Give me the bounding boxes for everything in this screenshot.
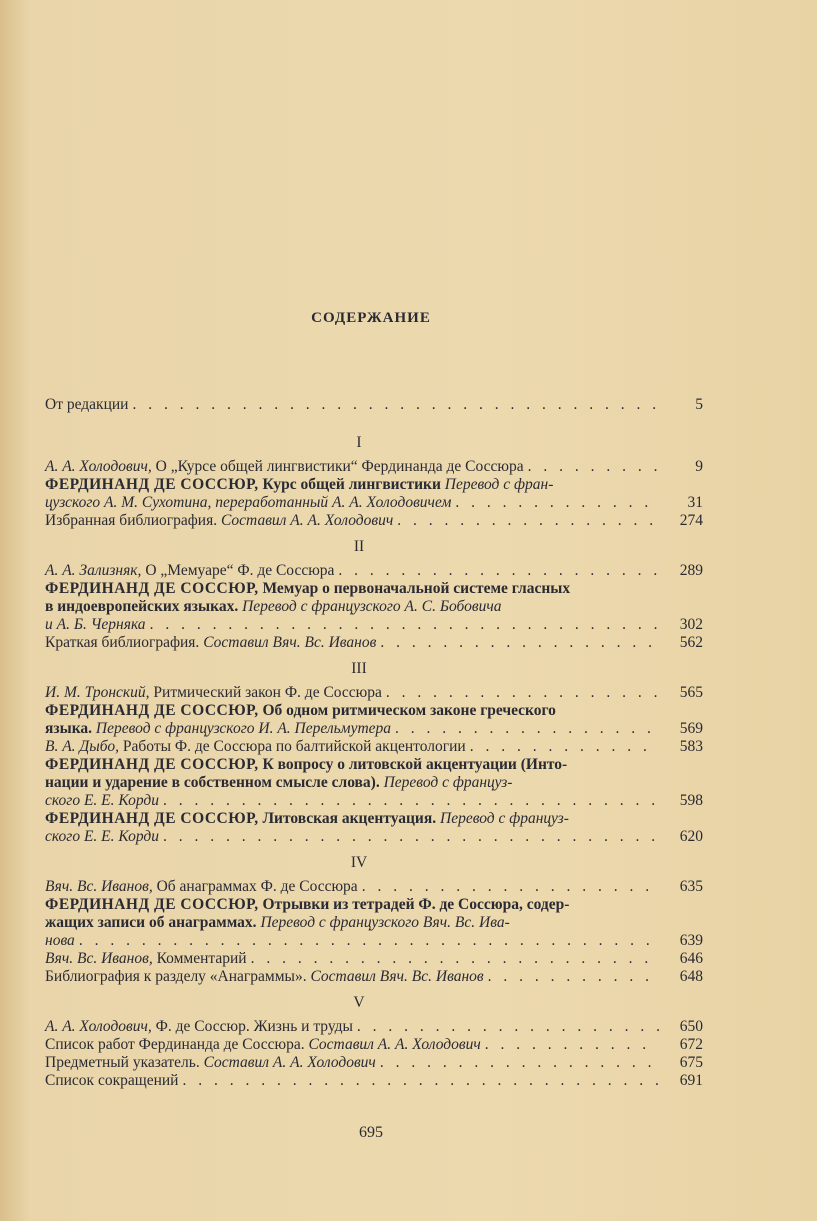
page-ref: 302: [679, 616, 703, 633]
dot-leader: [386, 684, 659, 702]
entry-title: языка.: [45, 720, 93, 737]
page-ref: 274: [679, 512, 703, 529]
toc-entry[interactable]: [45, 562, 703, 580]
entry-title: Отрывки из тетрадей Ф. де Соссюра, содер-: [258, 896, 570, 913]
entry-title: Об анаграммах Ф. де Соссюра: [152, 878, 358, 895]
toc-entry[interactable]: [45, 684, 703, 702]
entry-translator: Перевод с французского Вяч. Вс. Ива-: [256, 914, 510, 931]
page-ref: 675: [679, 1054, 703, 1071]
entry-compiler: Составил А. А. Холодович: [304, 1036, 481, 1053]
page-ref: 646: [679, 950, 703, 967]
dot-leader: [397, 512, 659, 530]
entry-title: Список сокращений: [45, 1072, 179, 1089]
entry-title: Литовская акцентуация.: [258, 810, 437, 827]
entry-author: ФЕРДИНАНД ДЕ СОССЮР,: [45, 476, 259, 493]
dot-leader: [488, 968, 659, 986]
entry-author: ФЕРДИНАНД ДЕ СОССЮР,: [45, 756, 259, 773]
page-title: СОДЕРЖАНИЕ: [311, 310, 431, 326]
entry-translator: ского Е. Е. Корди: [45, 828, 159, 845]
section-numeral-1: I: [356, 434, 362, 451]
entry-title: От редакции: [45, 396, 129, 413]
toc-entry[interactable]: [45, 580, 703, 634]
section-numeral-5: V: [353, 994, 365, 1011]
entry-compiler: Составил А. А. Холодович: [199, 1054, 376, 1071]
toc-entry[interactable]: [45, 878, 703, 896]
toc-entry[interactable]: [45, 810, 703, 846]
entry-translator: Перевод с француз-: [436, 810, 569, 827]
entry-title: К вопросу о литовской акцентуации (Инто-: [258, 756, 568, 773]
entry-compiler: Составил Вяч. Вс. Иванов: [306, 968, 484, 985]
dot-leader: [150, 616, 659, 634]
page-ref: 569: [679, 720, 703, 737]
toc-entry[interactable]: [45, 738, 703, 756]
dot-leader: [338, 562, 659, 580]
dot-leader: [163, 828, 659, 846]
entry-title: О „Мемуаре“ Ф. де Соссюра: [141, 562, 335, 579]
entry-title: Предметный указатель.: [45, 1054, 200, 1071]
entry-title: Ф. де Соссюр. Жизнь и труды: [151, 1018, 353, 1035]
entry-author: И. М. Тронский,: [45, 684, 150, 701]
dot-leader: [380, 1054, 659, 1072]
toc-entry[interactable]: [45, 968, 703, 986]
page-ref: 598: [679, 792, 703, 809]
dot-leader: [470, 738, 659, 756]
dot-leader: [357, 1018, 659, 1036]
dot-leader: [455, 494, 659, 512]
toc-entry[interactable]: [45, 702, 703, 738]
entry-compiler: Составил А. А. Холодович: [217, 512, 394, 529]
dot-leader: [132, 396, 659, 414]
entry-translator: ского Е. Е. Корди: [45, 792, 159, 809]
page-ref: 583: [679, 738, 703, 755]
page-ref: 620: [679, 828, 703, 845]
entry-author: ФЕРДИНАНД ДЕ СОССЮР,: [45, 896, 259, 913]
toc-entry-intro[interactable]: [45, 396, 703, 414]
page-ref: 565: [679, 684, 703, 701]
toc-entry[interactable]: [45, 476, 703, 512]
entry-translator: цузского А. М. Сухотина, переработанный А. А. Холодовичем: [45, 494, 452, 511]
entry-title: в индоевропейских языках.: [45, 598, 239, 615]
entry-title: Об одном ритмическом законе греческого: [258, 702, 556, 719]
entry-title: Ритмический закон Ф. де Соссюра: [149, 684, 382, 701]
dot-leader: [251, 950, 659, 968]
entry-title: нации и ударение в собственном смысле слова).: [45, 774, 380, 791]
entry-compiler: Составил Вяч. Вс. Иванов: [199, 634, 377, 651]
dot-leader: [528, 458, 659, 476]
entry-title: Избранная библиография.: [45, 512, 218, 529]
entry-title: Курс общей лингвистики: [258, 476, 441, 493]
toc-entry[interactable]: [45, 950, 703, 968]
page-ref: 289: [679, 562, 703, 579]
dot-leader: [362, 878, 659, 896]
entry-translator: нова: [45, 932, 75, 949]
page-ref: 648: [679, 968, 703, 985]
page-ref: 562: [679, 634, 703, 651]
table-of-contents: [45, 396, 703, 1090]
toc-entry[interactable]: [45, 1072, 703, 1090]
entry-title: Комментарий: [152, 950, 247, 967]
entry-author: ФЕРДИНАНД ДЕ СОССЮР,: [45, 702, 259, 719]
entry-author: А. А. Холодович,: [45, 458, 152, 475]
page-ref: 9: [695, 458, 703, 475]
dot-leader: [182, 1072, 659, 1090]
entry-author: А. А. Холодович,: [45, 1018, 152, 1035]
entry-author: А. А. Зализняк,: [45, 562, 142, 579]
page-ref: 672: [679, 1036, 703, 1053]
dot-leader: [79, 932, 659, 950]
section-numeral-2: II: [353, 538, 365, 555]
section-numeral-3: III: [351, 660, 367, 677]
page-ref: 691: [679, 1072, 703, 1089]
entry-author: В. А. Дыбо,: [45, 738, 120, 755]
entry-title: жащих записи об анаграммах.: [45, 914, 257, 931]
entry-author: Вяч. Вс. Иванов,: [45, 950, 153, 967]
toc-entry[interactable]: [45, 756, 703, 810]
entry-translator: Перевод с француз-: [379, 774, 513, 791]
entry-title: О „Курсе общей лингвистики“ Фердинанда де Соссюра: [151, 458, 524, 475]
entry-translator: Перевод с французского И. А. Перельмутера: [92, 720, 392, 737]
toc-entry[interactable]: [45, 1036, 703, 1054]
entry-author: ФЕРДИНАНД ДЕ СОССЮР,: [45, 580, 259, 597]
section-numeral-4: IV: [350, 854, 368, 871]
page-number: 695: [359, 1124, 383, 1141]
entry-title: Мемуар о первоначальной системе гласных: [258, 580, 571, 597]
toc-entry[interactable]: [45, 512, 703, 530]
entry-title: Работы Ф. де Соссюра по балтийской акцентологии: [119, 738, 466, 755]
entry-title: Библиография к разделу «Анаграммы».: [45, 968, 307, 985]
entry-title: Краткая библиография.: [45, 634, 200, 651]
toc-entry[interactable]: [45, 1018, 703, 1036]
entry-author: ФЕРДИНАНД ДЕ СОССЮР,: [45, 810, 259, 827]
entry-translator: Перевод с фран-: [440, 476, 554, 493]
toc-entry[interactable]: [45, 1054, 703, 1072]
dot-leader: [163, 792, 659, 810]
page-ref: 639: [679, 932, 703, 949]
page-ref: 650: [679, 1018, 703, 1035]
page-ref: 31: [687, 494, 703, 511]
page-ref: 5: [695, 396, 703, 413]
dot-leader: [380, 634, 659, 652]
dot-leader: [395, 720, 659, 738]
toc-entry[interactable]: [45, 634, 703, 652]
entry-translator: Перевод с французского А. С. Бобовича: [238, 598, 502, 615]
dot-leader: [485, 1036, 659, 1054]
page-ref: 635: [679, 878, 703, 895]
toc-entry[interactable]: [45, 896, 703, 950]
entry-translator: и А. Б. Черняка: [45, 616, 146, 633]
entry-author: Вяч. Вс. Иванов,: [45, 878, 153, 895]
toc-entry[interactable]: [45, 458, 703, 476]
entry-title: Список работ Фердинанда де Соссюра.: [45, 1036, 305, 1053]
